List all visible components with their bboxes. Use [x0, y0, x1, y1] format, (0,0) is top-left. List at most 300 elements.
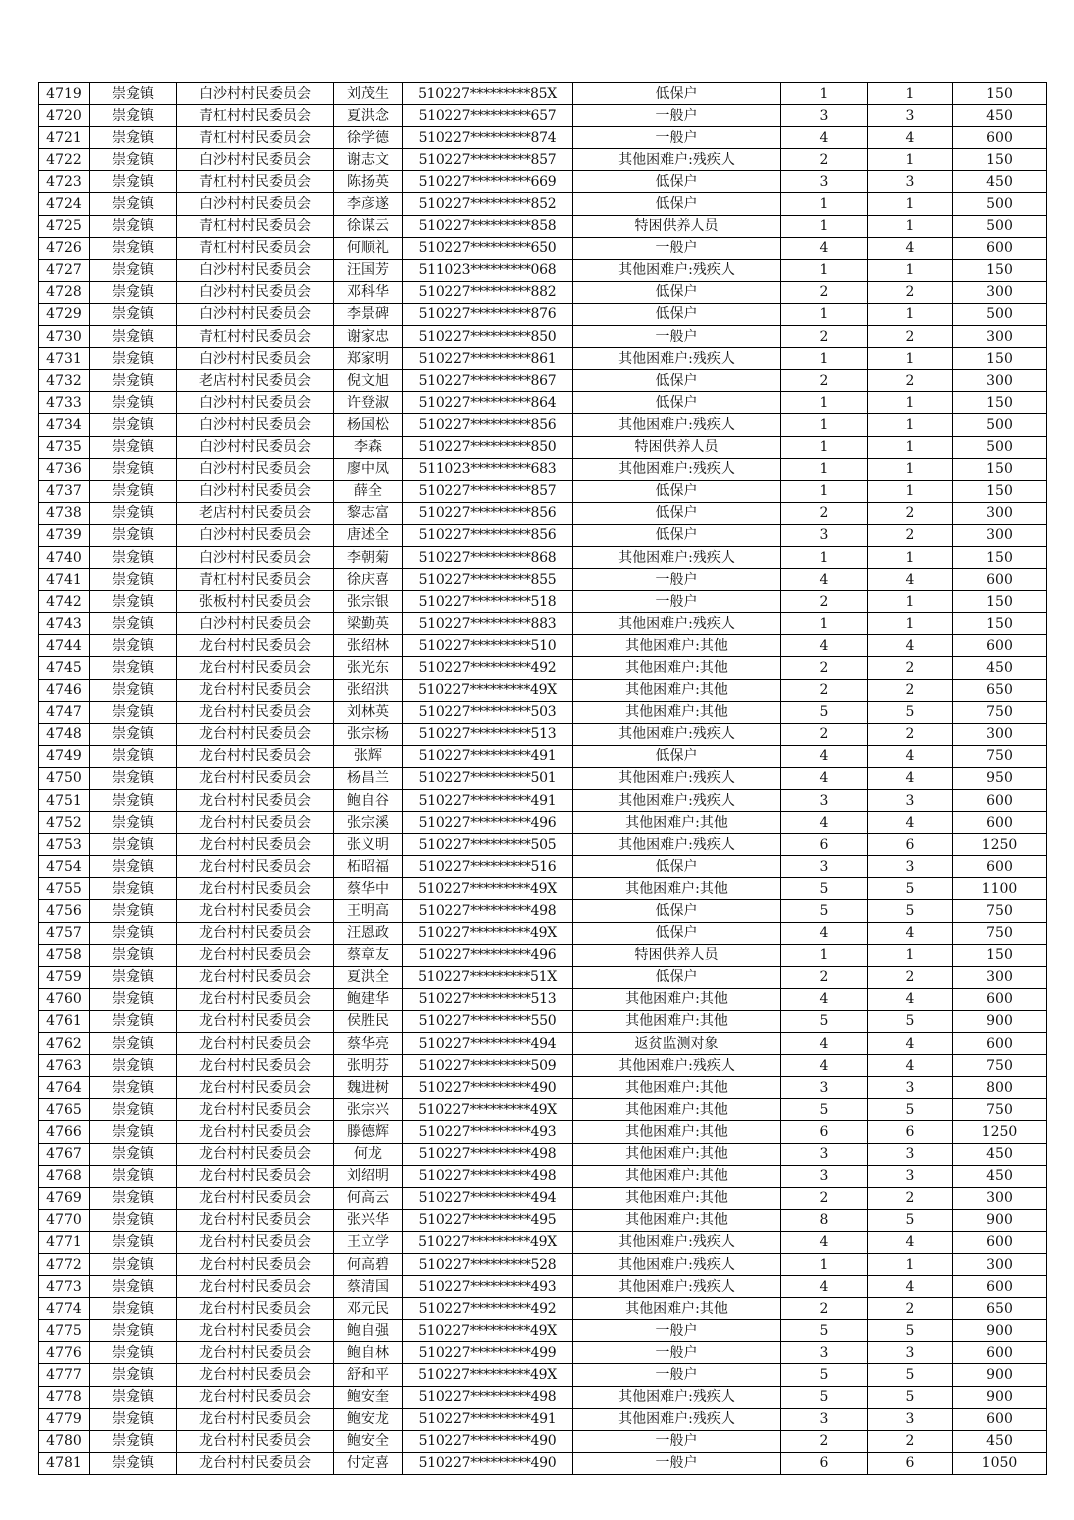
serial-number-cell: 4781	[39, 1452, 90, 1474]
subsidized-persons-cell: 2	[868, 1298, 953, 1320]
village-committee-cell: 老店村村民委员会	[177, 370, 334, 392]
table-row	[39, 701, 1047, 723]
name-cell: 刘林英	[334, 701, 403, 723]
serial-number-cell: 4749	[39, 745, 90, 767]
household-size-cell: 1	[781, 303, 868, 325]
table-row	[39, 436, 1047, 458]
table-row	[39, 1010, 1047, 1032]
id-number-cell: 510227*********49X	[403, 1364, 573, 1386]
amount-cell: 300	[953, 1253, 1047, 1275]
household-type-cell: 低保户	[573, 524, 781, 546]
village-committee-cell: 龙台村村民委员会	[177, 1408, 334, 1430]
household-size-cell: 4	[781, 635, 868, 657]
household-size-cell: 4	[781, 127, 868, 149]
id-number-cell: 510227*********49X	[403, 1099, 573, 1121]
household-type-cell: 低保户	[573, 480, 781, 502]
household-type-cell: 其他困难户:残疾人	[573, 723, 781, 745]
id-number-cell: 510227*********492	[403, 1298, 573, 1320]
village-committee-cell: 白沙村村民委员会	[177, 458, 334, 480]
village-committee-cell: 白沙村村民委员会	[177, 613, 334, 635]
subsidized-persons-cell: 1	[868, 83, 953, 105]
town-cell: 崇龛镇	[90, 1386, 177, 1408]
serial-number-cell: 4759	[39, 966, 90, 988]
name-cell: 张明芬	[334, 1055, 403, 1077]
subsidized-persons-cell: 3	[868, 1408, 953, 1430]
table-row	[39, 1320, 1047, 1342]
id-number-cell: 510227*********498	[403, 1386, 573, 1408]
household-type-cell: 一般户	[573, 237, 781, 259]
serial-number-cell: 4779	[39, 1408, 90, 1430]
town-cell: 崇龛镇	[90, 635, 177, 657]
household-type-cell: 其他困难户:残疾人	[573, 1055, 781, 1077]
amount-cell: 600	[953, 812, 1047, 834]
subsidized-persons-cell: 4	[868, 767, 953, 789]
household-type-cell: 其他困难户:其他	[573, 1143, 781, 1165]
household-size-cell: 2	[781, 591, 868, 613]
amount-cell: 900	[953, 1320, 1047, 1342]
village-committee-cell: 龙台村村民委员会	[177, 679, 334, 701]
serial-number-cell: 4752	[39, 812, 90, 834]
table-row	[39, 1077, 1047, 1099]
town-cell: 崇龛镇	[90, 149, 177, 171]
name-cell: 张兴华	[334, 1209, 403, 1231]
table-row	[39, 1386, 1047, 1408]
serial-number-cell: 4732	[39, 370, 90, 392]
amount-cell: 1050	[953, 1452, 1047, 1474]
serial-number-cell: 4763	[39, 1055, 90, 1077]
village-committee-cell: 白沙村村民委员会	[177, 348, 334, 370]
table-row	[39, 480, 1047, 502]
amount-cell: 600	[953, 569, 1047, 591]
id-number-cell: 510227*********857	[403, 149, 573, 171]
amount-cell: 600	[953, 790, 1047, 812]
household-type-cell: 低保户	[573, 370, 781, 392]
household-type-cell: 低保户	[573, 745, 781, 767]
household-size-cell: 5	[781, 1386, 868, 1408]
serial-number-cell: 4734	[39, 414, 90, 436]
table-row	[39, 392, 1047, 414]
serial-number-cell: 4775	[39, 1320, 90, 1342]
subsidized-persons-cell: 5	[868, 1364, 953, 1386]
name-cell: 蔡华亮	[334, 1033, 403, 1055]
subsidized-persons-cell: 4	[868, 635, 953, 657]
amount-cell: 500	[953, 414, 1047, 436]
town-cell: 崇龛镇	[90, 856, 177, 878]
household-type-cell: 一般户	[573, 1430, 781, 1452]
name-cell: 杨昌兰	[334, 767, 403, 789]
household-type-cell: 其他困难户:其他	[573, 1077, 781, 1099]
town-cell: 崇龛镇	[90, 767, 177, 789]
household-type-cell: 其他困难户:其他	[573, 878, 781, 900]
subsidized-persons-cell: 4	[868, 1231, 953, 1253]
subsidized-persons-cell: 4	[868, 812, 953, 834]
amount-cell: 300	[953, 370, 1047, 392]
town-cell: 崇龛镇	[90, 569, 177, 591]
subsidized-persons-cell: 1	[868, 303, 953, 325]
subsidized-persons-cell: 1	[868, 480, 953, 502]
serial-number-cell: 4780	[39, 1430, 90, 1452]
household-type-cell: 其他困难户:其他	[573, 1010, 781, 1032]
serial-number-cell: 4739	[39, 524, 90, 546]
town-cell: 崇龛镇	[90, 679, 177, 701]
household-size-cell: 3	[781, 790, 868, 812]
village-committee-cell: 白沙村村民委员会	[177, 480, 334, 502]
household-size-cell: 4	[781, 1276, 868, 1298]
serial-number-cell: 4768	[39, 1165, 90, 1187]
subsidized-persons-cell: 1	[868, 259, 953, 281]
serial-number-cell: 4719	[39, 83, 90, 105]
village-committee-cell: 白沙村村民委员会	[177, 436, 334, 458]
amount-cell: 750	[953, 701, 1047, 723]
village-committee-cell: 龙台村村民委员会	[177, 723, 334, 745]
serial-number-cell: 4774	[39, 1298, 90, 1320]
id-number-cell: 510227*********49X	[403, 922, 573, 944]
town-cell: 崇龛镇	[90, 392, 177, 414]
serial-number-cell: 4724	[39, 193, 90, 215]
id-number-cell: 510227*********494	[403, 1033, 573, 1055]
household-type-cell: 其他困难户:其他	[573, 635, 781, 657]
village-committee-cell: 龙台村村民委员会	[177, 1298, 334, 1320]
serial-number-cell: 4771	[39, 1231, 90, 1253]
household-type-cell: 低保户	[573, 281, 781, 303]
amount-cell: 750	[953, 745, 1047, 767]
household-type-cell: 其他困难户:其他	[573, 701, 781, 723]
id-number-cell: 510227*********513	[403, 723, 573, 745]
serial-number-cell: 4726	[39, 237, 90, 259]
subsidized-persons-cell: 1	[868, 193, 953, 215]
serial-number-cell: 4757	[39, 922, 90, 944]
subsidized-persons-cell: 4	[868, 569, 953, 591]
town-cell: 崇龛镇	[90, 1253, 177, 1275]
household-type-cell: 一般户	[573, 127, 781, 149]
name-cell: 何高云	[334, 1187, 403, 1209]
amount-cell: 150	[953, 546, 1047, 568]
town-cell: 崇龛镇	[90, 281, 177, 303]
town-cell: 崇龛镇	[90, 988, 177, 1010]
town-cell: 崇龛镇	[90, 83, 177, 105]
id-number-cell: 510227*********882	[403, 281, 573, 303]
subsidized-persons-cell: 4	[868, 745, 953, 767]
amount-cell: 450	[953, 657, 1047, 679]
household-size-cell: 6	[781, 1452, 868, 1474]
table-row	[39, 834, 1047, 856]
household-size-cell: 1	[781, 392, 868, 414]
household-size-cell: 1	[781, 193, 868, 215]
household-size-cell: 5	[781, 1364, 868, 1386]
subsidized-persons-cell: 5	[868, 701, 953, 723]
subsidized-persons-cell: 4	[868, 237, 953, 259]
id-number-cell: 510227*********491	[403, 1408, 573, 1430]
serial-number-cell: 4737	[39, 480, 90, 502]
name-cell: 梁勤英	[334, 613, 403, 635]
serial-number-cell: 4722	[39, 149, 90, 171]
serial-number-cell: 4767	[39, 1143, 90, 1165]
serial-number-cell: 4735	[39, 436, 90, 458]
town-cell: 崇龛镇	[90, 215, 177, 237]
name-cell: 鲍建华	[334, 988, 403, 1010]
subsidized-persons-cell: 1	[868, 392, 953, 414]
id-number-cell: 510227*********550	[403, 1010, 573, 1032]
town-cell: 崇龛镇	[90, 1033, 177, 1055]
village-committee-cell: 龙台村村民委员会	[177, 1033, 334, 1055]
serial-number-cell: 4770	[39, 1209, 90, 1231]
village-committee-cell: 龙台村村民委员会	[177, 1143, 334, 1165]
serial-number-cell: 4751	[39, 790, 90, 812]
village-committee-cell: 龙台村村民委员会	[177, 1099, 334, 1121]
name-cell: 陈扬英	[334, 171, 403, 193]
id-number-cell: 510227*********858	[403, 215, 573, 237]
subsidized-persons-cell: 5	[868, 900, 953, 922]
village-committee-cell: 龙台村村民委员会	[177, 1010, 334, 1032]
village-committee-cell: 龙台村村民委员会	[177, 812, 334, 834]
household-size-cell: 4	[781, 1055, 868, 1077]
id-number-cell: 510227*********867	[403, 370, 573, 392]
serial-number-cell: 4723	[39, 171, 90, 193]
id-number-cell: 510227*********491	[403, 790, 573, 812]
town-cell: 崇龛镇	[90, 1231, 177, 1253]
serial-number-cell: 4766	[39, 1121, 90, 1143]
town-cell: 崇龛镇	[90, 745, 177, 767]
household-type-cell: 低保户	[573, 922, 781, 944]
amount-cell: 300	[953, 281, 1047, 303]
serial-number-cell: 4765	[39, 1099, 90, 1121]
serial-number-cell: 4753	[39, 834, 90, 856]
household-type-cell: 一般户	[573, 1364, 781, 1386]
household-type-cell: 其他困难户:残疾人	[573, 458, 781, 480]
name-cell: 刘茂生	[334, 83, 403, 105]
subsidized-persons-cell: 1	[868, 348, 953, 370]
id-number-cell: 510227*********493	[403, 1276, 573, 1298]
village-committee-cell: 白沙村村民委员会	[177, 524, 334, 546]
id-number-cell: 510227*********864	[403, 392, 573, 414]
village-committee-cell: 张板村村民委员会	[177, 591, 334, 613]
amount-cell: 500	[953, 436, 1047, 458]
town-cell: 崇龛镇	[90, 127, 177, 149]
name-cell: 蔡清国	[334, 1276, 403, 1298]
village-committee-cell: 龙台村村民委员会	[177, 1320, 334, 1342]
household-size-cell: 1	[781, 83, 868, 105]
town-cell: 崇龛镇	[90, 922, 177, 944]
id-number-cell: 510227*********856	[403, 524, 573, 546]
household-size-cell: 4	[781, 988, 868, 1010]
household-type-cell: 其他困难户:残疾人	[573, 1276, 781, 1298]
subsidized-persons-cell: 1	[868, 546, 953, 568]
town-cell: 崇龛镇	[90, 1408, 177, 1430]
name-cell: 唐述全	[334, 524, 403, 546]
serial-number-cell: 4777	[39, 1364, 90, 1386]
amount-cell: 600	[953, 988, 1047, 1010]
subsidized-persons-cell: 5	[868, 1099, 953, 1121]
name-cell: 徐学德	[334, 127, 403, 149]
name-cell: 刘绍明	[334, 1165, 403, 1187]
household-size-cell: 4	[781, 1231, 868, 1253]
household-size-cell: 3	[781, 1165, 868, 1187]
table-row	[39, 215, 1047, 237]
town-cell: 崇龛镇	[90, 326, 177, 348]
household-size-cell: 3	[781, 1143, 868, 1165]
id-number-cell: 510227*********491	[403, 745, 573, 767]
household-type-cell: 低保户	[573, 392, 781, 414]
name-cell: 夏洪全	[334, 966, 403, 988]
household-size-cell: 1	[781, 480, 868, 502]
village-committee-cell: 龙台村村民委员会	[177, 900, 334, 922]
serial-number-cell: 4754	[39, 856, 90, 878]
village-committee-cell: 龙台村村民委员会	[177, 1055, 334, 1077]
household-size-cell: 4	[781, 1033, 868, 1055]
table-row	[39, 348, 1047, 370]
household-type-cell: 其他困难户:其他	[573, 657, 781, 679]
village-committee-cell: 白沙村村民委员会	[177, 193, 334, 215]
subsidized-persons-cell: 3	[868, 1342, 953, 1364]
name-cell: 张义明	[334, 834, 403, 856]
table-row	[39, 745, 1047, 767]
serial-number-cell: 4725	[39, 215, 90, 237]
town-cell: 崇龛镇	[90, 1342, 177, 1364]
subsidized-persons-cell: 1	[868, 414, 953, 436]
town-cell: 崇龛镇	[90, 900, 177, 922]
household-size-cell: 2	[781, 723, 868, 745]
village-committee-cell: 龙台村村民委员会	[177, 1364, 334, 1386]
subsidized-persons-cell: 6	[868, 834, 953, 856]
household-type-cell: 低保户	[573, 966, 781, 988]
household-size-cell: 2	[781, 370, 868, 392]
serial-number-cell: 4746	[39, 679, 90, 701]
amount-cell: 650	[953, 1298, 1047, 1320]
town-cell: 崇龛镇	[90, 701, 177, 723]
household-type-cell: 低保户	[573, 900, 781, 922]
village-committee-cell: 青杠村村民委员会	[177, 215, 334, 237]
id-number-cell: 510227*********492	[403, 657, 573, 679]
town-cell: 崇龛镇	[90, 613, 177, 635]
town-cell: 崇龛镇	[90, 1320, 177, 1342]
serial-number-cell: 4731	[39, 348, 90, 370]
town-cell: 崇龛镇	[90, 171, 177, 193]
village-committee-cell: 龙台村村民委员会	[177, 966, 334, 988]
household-type-cell: 特困供养人员	[573, 436, 781, 458]
serial-number-cell: 4748	[39, 723, 90, 745]
town-cell: 崇龛镇	[90, 1010, 177, 1032]
serial-number-cell: 4730	[39, 326, 90, 348]
amount-cell: 150	[953, 613, 1047, 635]
table-row	[39, 1430, 1047, 1452]
amount-cell: 750	[953, 1099, 1047, 1121]
town-cell: 崇龛镇	[90, 105, 177, 127]
village-committee-cell: 白沙村村民委员会	[177, 149, 334, 171]
household-size-cell: 4	[781, 767, 868, 789]
name-cell: 舒和平	[334, 1364, 403, 1386]
name-cell: 李森	[334, 436, 403, 458]
amount-cell: 150	[953, 348, 1047, 370]
household-type-cell: 低保户	[573, 193, 781, 215]
household-size-cell: 4	[781, 569, 868, 591]
id-number-cell: 510227*********650	[403, 237, 573, 259]
name-cell: 杨国松	[334, 414, 403, 436]
table-row	[39, 1276, 1047, 1298]
id-number-cell: 511023*********683	[403, 458, 573, 480]
id-number-cell: 510227*********49X	[403, 679, 573, 701]
village-committee-cell: 白沙村村民委员会	[177, 303, 334, 325]
village-committee-cell: 龙台村村民委员会	[177, 1209, 334, 1231]
village-committee-cell: 龙台村村民委员会	[177, 701, 334, 723]
household-size-cell: 2	[781, 657, 868, 679]
household-type-cell: 其他困难户:残疾人	[573, 1386, 781, 1408]
name-cell: 鲍安全	[334, 1430, 403, 1452]
id-number-cell: 510227*********496	[403, 812, 573, 834]
records-table	[38, 82, 1047, 1475]
household-type-cell: 返贫监测对象	[573, 1033, 781, 1055]
household-type-cell: 一般户	[573, 591, 781, 613]
household-size-cell: 1	[781, 546, 868, 568]
household-type-cell: 其他困难户:残疾人	[573, 834, 781, 856]
household-type-cell: 其他困难户:残疾人	[573, 259, 781, 281]
amount-cell: 600	[953, 1408, 1047, 1430]
town-cell: 崇龛镇	[90, 458, 177, 480]
subsidized-persons-cell: 2	[868, 1430, 953, 1452]
name-cell: 蔡华中	[334, 878, 403, 900]
id-number-cell: 510227*********657	[403, 105, 573, 127]
serial-number-cell: 4733	[39, 392, 90, 414]
amount-cell: 600	[953, 127, 1047, 149]
village-committee-cell: 龙台村村民委员会	[177, 1253, 334, 1275]
name-cell: 蔡章友	[334, 944, 403, 966]
subsidized-persons-cell: 2	[868, 326, 953, 348]
subsidized-persons-cell: 6	[868, 1121, 953, 1143]
village-committee-cell: 龙台村村民委员会	[177, 988, 334, 1010]
household-type-cell: 低保户	[573, 856, 781, 878]
table-row	[39, 326, 1047, 348]
amount-cell: 150	[953, 83, 1047, 105]
subsidized-persons-cell: 3	[868, 105, 953, 127]
household-size-cell: 5	[781, 1099, 868, 1121]
serial-number-cell: 4721	[39, 127, 90, 149]
amount-cell: 150	[953, 944, 1047, 966]
table-row	[39, 569, 1047, 591]
id-number-cell: 510227*********49X	[403, 878, 573, 900]
amount-cell: 150	[953, 458, 1047, 480]
serial-number-cell: 4778	[39, 1386, 90, 1408]
serial-number-cell: 4758	[39, 944, 90, 966]
name-cell: 柘昭福	[334, 856, 403, 878]
serial-number-cell: 4750	[39, 767, 90, 789]
name-cell: 鲍自强	[334, 1320, 403, 1342]
table-row	[39, 370, 1047, 392]
amount-cell: 600	[953, 1276, 1047, 1298]
id-number-cell: 510227*********498	[403, 1165, 573, 1187]
town-cell: 崇龛镇	[90, 524, 177, 546]
amount-cell: 300	[953, 502, 1047, 524]
name-cell: 李朝菊	[334, 546, 403, 568]
id-number-cell: 510227*********493	[403, 1121, 573, 1143]
village-committee-cell: 龙台村村民委员会	[177, 1276, 334, 1298]
table-row	[39, 1364, 1047, 1386]
table-row	[39, 944, 1047, 966]
household-type-cell: 其他困难户:其他	[573, 988, 781, 1010]
table-row	[39, 812, 1047, 834]
table-row	[39, 1099, 1047, 1121]
amount-cell: 500	[953, 215, 1047, 237]
village-committee-cell: 龙台村村民委员会	[177, 922, 334, 944]
household-size-cell: 1	[781, 436, 868, 458]
name-cell: 汪国芳	[334, 259, 403, 281]
household-type-cell: 其他困难户:残疾人	[573, 790, 781, 812]
serial-number-cell: 4741	[39, 569, 90, 591]
village-committee-cell: 龙台村村民委员会	[177, 745, 334, 767]
name-cell: 邓元民	[334, 1298, 403, 1320]
serial-number-cell: 4729	[39, 303, 90, 325]
town-cell: 崇龛镇	[90, 1209, 177, 1231]
name-cell: 夏洪念	[334, 105, 403, 127]
household-type-cell: 低保户	[573, 83, 781, 105]
